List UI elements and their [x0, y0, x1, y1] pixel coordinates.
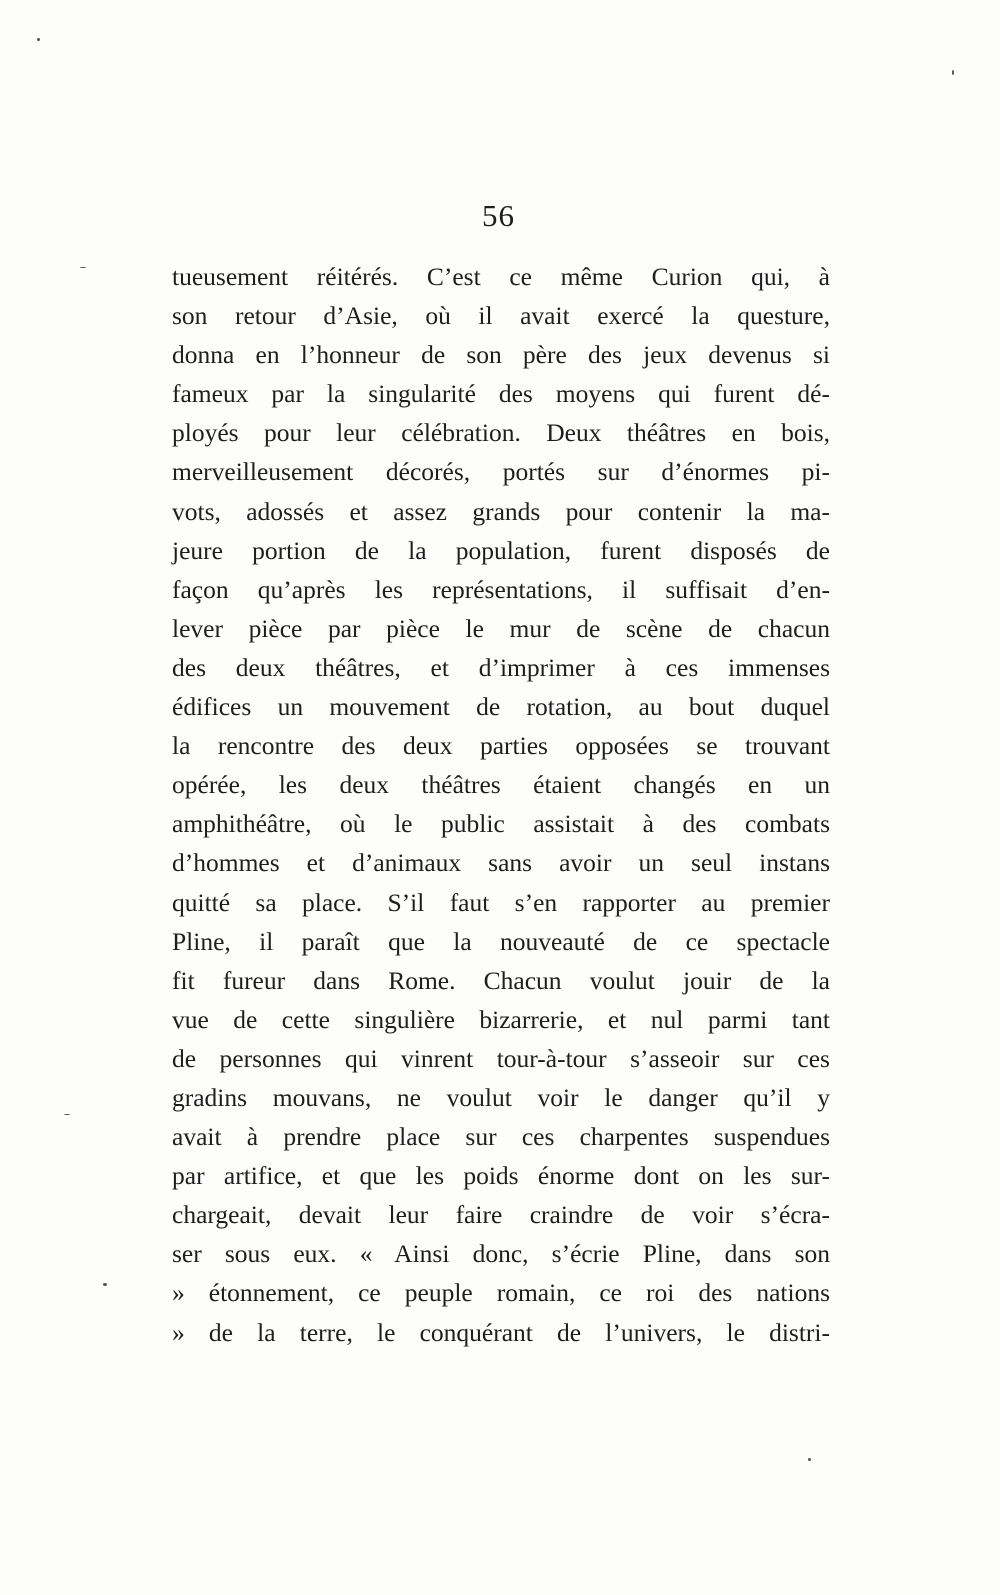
text-line: ser sous eux. « Ainsi donc, s’écrie Pline, dans son — [172, 1239, 830, 1269]
text-line: la rencontre des deux parties opposées se trouvant — [172, 731, 830, 761]
paper-speck — [103, 1283, 107, 1286]
paper-speck — [37, 38, 40, 41]
text-line: fit fureur dans Rome. Chacun voulut jouir de la — [172, 965, 830, 995]
text-line: vue de cette singulière bizarrerie, et nul parmi tant — [172, 1004, 830, 1034]
paper-speck — [80, 267, 86, 268]
text-line: lever pièce par pièce le mur de scène de chacun — [172, 613, 830, 643]
paper-speck — [952, 70, 954, 75]
text-line: chargeait, devait leur faire craindre de voir s’écra- — [172, 1200, 830, 1230]
text-line: » de la terre, le conquérant de l’univers, le distri- — [172, 1317, 830, 1347]
body-text — [172, 257, 830, 1352]
text-line: ployés pour leur célébration. Deux théâtres en bois, — [172, 418, 830, 448]
page-number: 56 — [482, 198, 515, 233]
text-line: vots, adossés et assez grands pour contenir la ma- — [172, 496, 830, 526]
text-line: » étonnement, ce peuple romain, ce roi des nations — [172, 1278, 830, 1308]
text-line: fameux par la singularité des moyens qui furent dé- — [172, 379, 830, 409]
text-line: amphithéâtre, où le public assistait à des combats — [172, 809, 830, 839]
text-line: avait à prendre place sur ces charpentes suspendues — [172, 1122, 830, 1152]
text-line: des deux théâtres, et d’imprimer à ces immenses — [172, 652, 830, 682]
text-line: édifices un mouvement de rotation, au bout duquel — [172, 692, 830, 722]
text-line: d’hommes et d’animaux sans avoir un seul instans — [172, 848, 830, 878]
text-line: quitté sa place. S’il faut s’en rapporter au premier — [172, 887, 830, 917]
text-line: jeure portion de la population, furent disposés de — [172, 535, 830, 565]
text-line: par artifice, et que les poids énorme dont on les sur- — [172, 1161, 830, 1191]
text-line: merveilleusement décorés, portés sur d’énormes pi- — [172, 457, 830, 487]
text-line: façon qu’après les représentations, il suffisait d’en- — [172, 574, 830, 604]
text-line: Pline, il paraît que la nouveauté de ce spectacle — [172, 926, 830, 956]
text-line: tueusement réitérés. C’est ce même Curion qui, à — [172, 262, 830, 291]
text-line: son retour d’Asie, où il avait exercé la questure, — [172, 301, 830, 331]
text-line: donna en l’honneur de son père des jeux devenus si — [172, 340, 830, 370]
paper-speck — [808, 1458, 811, 1461]
text-line: opérée, les deux théâtres étaient changés en un — [172, 770, 830, 800]
paper-speck — [64, 1114, 70, 1115]
text-line: gradins mouvans, ne voulut voir le danger qu’il y — [172, 1082, 830, 1112]
text-line: de personnes qui vinrent tour-à-tour s’asseoir sur ces — [172, 1043, 830, 1073]
